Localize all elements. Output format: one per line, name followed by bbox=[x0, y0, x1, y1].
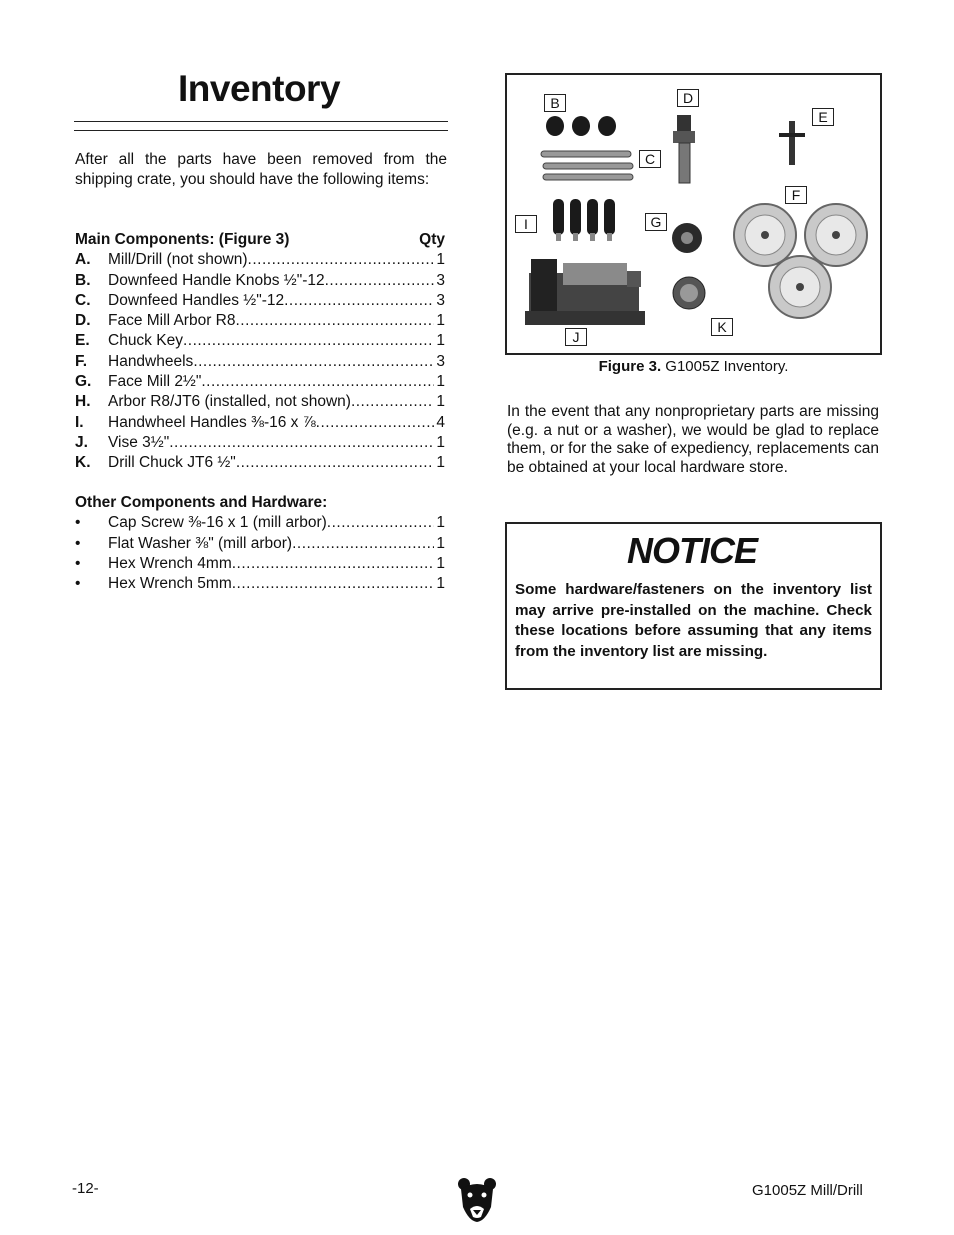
main-component-key: D. bbox=[75, 312, 91, 330]
main-component-row bbox=[75, 331, 445, 351]
hardware-item-key: • bbox=[75, 534, 81, 552]
main-components-heading: Main Components: (Figure 3) bbox=[75, 231, 290, 248]
main-component-key: J. bbox=[75, 433, 88, 451]
hardware-item-row bbox=[75, 513, 445, 533]
qty-heading: Qty bbox=[419, 231, 445, 248]
downfeed-handles-image bbox=[541, 151, 633, 180]
hardware-item-qty: 1 bbox=[436, 534, 445, 552]
main-component-name: Handwheels bbox=[108, 352, 194, 370]
dot-leader bbox=[193, 352, 434, 372]
figure-label-e: E bbox=[812, 108, 834, 126]
main-component-row bbox=[75, 413, 445, 433]
main-component-row bbox=[75, 352, 445, 372]
dot-leader bbox=[201, 372, 434, 392]
main-component-name: Drill Chuck JT6 ½" bbox=[108, 454, 236, 472]
title-rule-bottom bbox=[74, 130, 448, 131]
figure-label-b: B bbox=[544, 94, 566, 112]
other-components-list bbox=[75, 493, 445, 594]
main-component-name: Downfeed Handle Knobs ½"-12 bbox=[108, 271, 325, 289]
main-component-qty: 3 bbox=[436, 291, 445, 309]
main-component-row bbox=[75, 453, 445, 473]
hardware-item-qty: 1 bbox=[436, 575, 445, 593]
dot-leader bbox=[236, 453, 435, 473]
main-component-qty: 3 bbox=[436, 352, 445, 370]
title-rule-top bbox=[74, 121, 448, 122]
dot-leader bbox=[232, 574, 435, 594]
main-component-key: K. bbox=[75, 454, 91, 472]
figure-caption-number: Figure 3. bbox=[598, 358, 662, 375]
main-component-name: Vise 3½" bbox=[108, 433, 170, 451]
figure-caption bbox=[505, 358, 882, 375]
intro-paragraph: After all the parts have been removed from the shipping crate, you should have the following items: bbox=[75, 151, 447, 188]
dot-leader bbox=[248, 250, 435, 270]
main-component-row bbox=[75, 372, 445, 392]
missing-parts-paragraph: In the event that any nonproprietary parts are missing (e.g. a nut or a washer), we would be glad to replace them, or for the sake of expediency, replacements can be obtained at your local hardware store. bbox=[507, 403, 879, 477]
main-component-key: F. bbox=[75, 352, 88, 370]
main-component-row bbox=[75, 291, 445, 311]
main-component-key: H. bbox=[75, 393, 91, 411]
main-components-header bbox=[75, 230, 445, 250]
hardware-item-row bbox=[75, 574, 445, 594]
hardware-item-name: Hex Wrench 5mm bbox=[108, 575, 232, 593]
grizzly-bear-logo-icon bbox=[457, 1177, 497, 1223]
notice-body: Some hardware/fasteners on the inventory list may arrive pre-installed on the machine. Check these locations before assuming that any items from the inventory list are missing. bbox=[515, 581, 872, 660]
main-component-key: B. bbox=[75, 271, 91, 289]
hardware-item-key: • bbox=[75, 514, 81, 532]
main-component-row bbox=[75, 271, 445, 291]
dot-leader bbox=[316, 413, 435, 433]
handwheels-image bbox=[734, 204, 867, 318]
dot-leader bbox=[327, 513, 435, 533]
figure-label-i: I bbox=[515, 215, 537, 233]
main-component-key: E. bbox=[75, 332, 90, 350]
main-component-name: Arbor R8/JT6 (installed, not shown) bbox=[108, 393, 351, 411]
inventory-figure bbox=[505, 73, 882, 355]
chuck-key-image bbox=[779, 121, 805, 165]
main-component-qty: 1 bbox=[436, 393, 445, 411]
main-component-name: Mill/Drill (not shown) bbox=[108, 251, 248, 269]
dot-leader bbox=[169, 433, 434, 453]
main-component-qty: 3 bbox=[436, 271, 445, 289]
figure-label-c: C bbox=[639, 150, 661, 168]
hardware-item-name: Hex Wrench 4mm bbox=[108, 554, 232, 572]
hardware-item-row bbox=[75, 554, 445, 574]
dot-leader bbox=[235, 311, 434, 331]
main-component-key: C. bbox=[75, 291, 91, 309]
dot-leader bbox=[292, 534, 434, 554]
downfeed-knobs-image bbox=[546, 116, 616, 136]
main-component-row bbox=[75, 392, 445, 412]
page-title: Inventory bbox=[178, 68, 341, 109]
main-component-name: Chuck Key bbox=[108, 332, 183, 350]
dot-leader bbox=[284, 291, 434, 311]
notice-title: NOTICE bbox=[627, 530, 758, 571]
main-component-qty: 1 bbox=[436, 251, 445, 269]
dot-leader bbox=[232, 554, 435, 574]
main-component-row bbox=[75, 311, 445, 331]
main-component-row bbox=[75, 433, 445, 453]
dot-leader bbox=[325, 271, 435, 291]
hardware-item-qty: 1 bbox=[436, 554, 445, 572]
hardware-item-row bbox=[75, 534, 445, 554]
main-component-key: A. bbox=[75, 251, 91, 269]
dot-leader bbox=[183, 331, 434, 351]
notice-box bbox=[505, 522, 882, 690]
vise-image bbox=[525, 259, 645, 325]
main-component-qty: 1 bbox=[436, 332, 445, 350]
other-components-heading: Other Components and Hardware: bbox=[75, 494, 328, 511]
main-component-name: Face Mill 2½" bbox=[108, 373, 202, 391]
figure-label-k: K bbox=[711, 318, 733, 336]
figure-label-d: D bbox=[677, 89, 699, 107]
main-component-qty: 1 bbox=[436, 312, 445, 330]
model-name: G1005Z Mill/Drill bbox=[752, 1182, 863, 1199]
figure-label-g: G bbox=[645, 213, 667, 231]
page-number: -12- bbox=[72, 1180, 99, 1197]
hardware-item-key: • bbox=[75, 575, 81, 593]
main-component-qty: 1 bbox=[436, 454, 445, 472]
main-component-key: G. bbox=[75, 373, 92, 391]
dot-leader bbox=[351, 392, 434, 412]
hardware-item-qty: 1 bbox=[436, 514, 445, 532]
main-component-name: Face Mill Arbor R8 bbox=[108, 312, 236, 330]
hardware-item-key: • bbox=[75, 554, 81, 572]
main-component-qty: 1 bbox=[436, 373, 445, 391]
handwheel-handles-image bbox=[553, 199, 615, 241]
hardware-item-name: Cap Screw ⅜-16 x 1 (mill arbor) bbox=[108, 514, 327, 532]
main-component-name: Downfeed Handles ½"-12 bbox=[108, 291, 285, 309]
main-component-name: Handwheel Handles ⅜-16 x ⅞ bbox=[108, 413, 316, 431]
figure-label-f: F bbox=[785, 186, 807, 204]
figure-caption-text: G1005Z Inventory. bbox=[661, 358, 789, 375]
face-mill-arbor-image bbox=[673, 115, 695, 183]
hardware-item-name: Flat Washer ⅜" (mill arbor) bbox=[108, 534, 293, 552]
face-mill-image bbox=[672, 223, 702, 253]
main-component-key: I. bbox=[75, 413, 84, 431]
main-component-qty: 4 bbox=[436, 413, 445, 431]
drill-chuck-image bbox=[673, 277, 705, 309]
main-component-qty: 1 bbox=[436, 433, 445, 451]
figure-label-j: J bbox=[565, 328, 587, 346]
main-components-list bbox=[75, 230, 445, 474]
main-component-row bbox=[75, 250, 445, 270]
